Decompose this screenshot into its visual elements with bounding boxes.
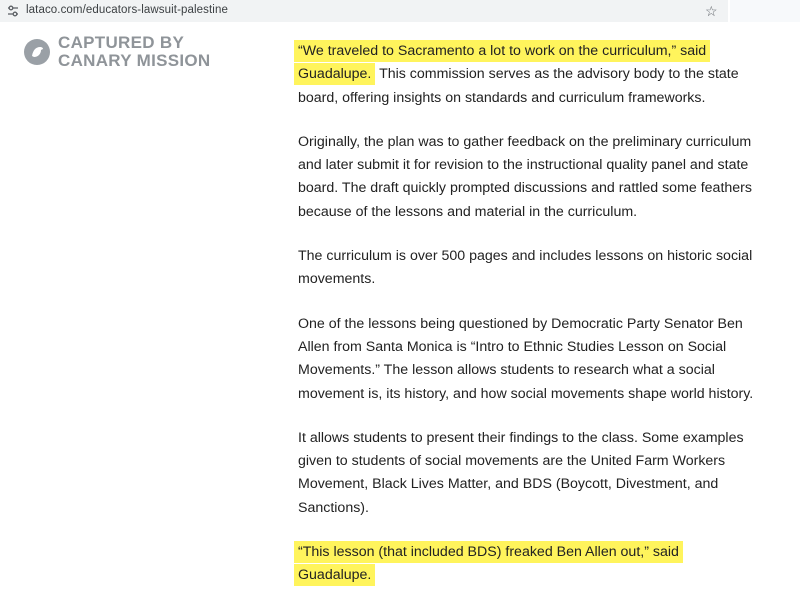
paragraph-4: One of the lessons being questioned by Democratic Party Senator Ben Allen from Santa Monica is “Intro to Ethnic Studies Lesson on Social Movements.” The lesson allows students to research what a social movement is, its history, and how social movements shape world history. bbox=[298, 315, 754, 402]
url-text[interactable]: lataco.com/educators-lawsuit-palestine bbox=[26, 4, 228, 16]
highlighted-quote-2: “This lesson (that included BDS) freaked Ben Allen out,” said Guadalupe. bbox=[294, 541, 683, 586]
toolbar-edge bbox=[730, 0, 800, 22]
paragraph-1-text: This commission serves as the advisory body to the state board, offering insights on standards and curriculum frameworks. bbox=[298, 66, 739, 106]
paragraph-6 bbox=[298, 541, 758, 588]
paragraph-3: The curriculum is over 500 pages and includes lessons on historic social movements. bbox=[298, 248, 753, 288]
paragraph-2: Originally, the plan was to gather feedback on the preliminary curriculum and later submit it for revision to the instructional quality panel and state board. The draft quickly prompted discussions and rattled some feathers because of the lessons and material in the curriculum. bbox=[298, 133, 752, 220]
canary-mission-watermark bbox=[24, 34, 211, 70]
bookmark-star-icon[interactable]: ☆ bbox=[705, 3, 718, 19]
canary-bird-logo-icon bbox=[24, 39, 50, 65]
watermark-line-1: CAPTURED BY bbox=[58, 33, 185, 52]
site-settings-icon[interactable] bbox=[6, 4, 20, 18]
url-field[interactable] bbox=[0, 0, 728, 22]
highlighted-quote-1: “We traveled to Sacramento a lot to work on the curriculum,” said Guadalupe. bbox=[294, 40, 710, 85]
article-body bbox=[298, 40, 758, 609]
paragraph-1 bbox=[298, 40, 758, 110]
watermark-line-2: CANARY MISSION bbox=[58, 51, 211, 70]
paragraph-5: It allows students to present their findings to the class. Some examples given to students of social movements are the United Farm Workers Movement, Black Lives Matter, and BDS (Boycott, Divestment, and Sanctions). bbox=[298, 429, 744, 516]
clipped-previous-text bbox=[298, 14, 358, 22]
browser-address-bar bbox=[0, 0, 800, 22]
